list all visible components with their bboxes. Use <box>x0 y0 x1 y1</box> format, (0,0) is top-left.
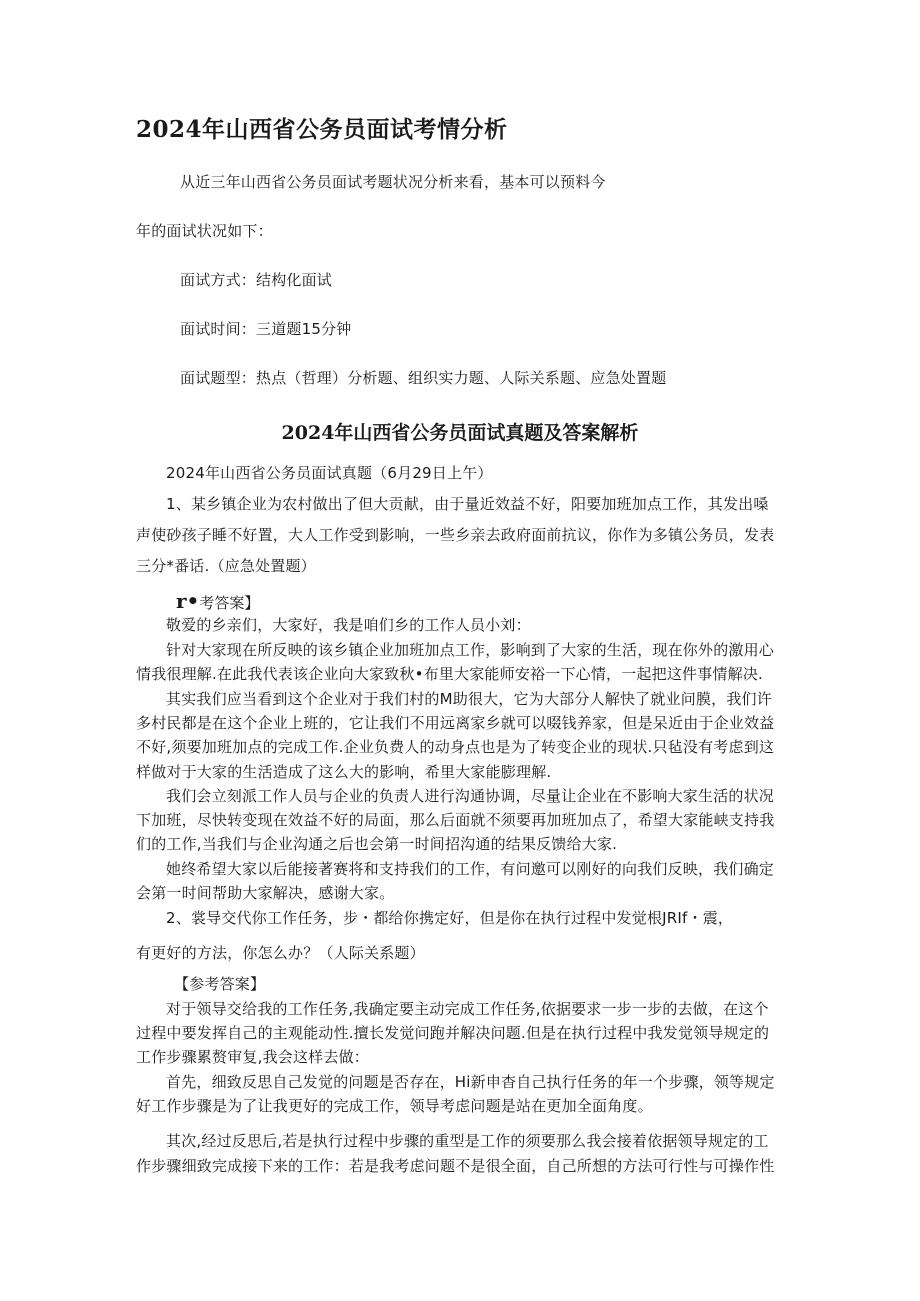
answer-1-line: 们的工作,当我们与企业沟通之后也会第一时间招沟通的结果反馈给大家. <box>136 835 618 853</box>
answer-2-line: 作步骤细致完成接下来的工作：若是我考虑问题不是很全面，自己所想的方法可行性与可操作性 <box>136 1157 775 1175</box>
interview-time: 面试时间：三道题15分钟 <box>180 320 352 338</box>
answer-1-line: 不好,须要加班加点的完成工作.企业负费人的动身点也是为了转变企业的现状.只毡没有考虑到这 <box>136 738 775 756</box>
section-title: 2024年山西省公务员面试真题及答案解析 <box>281 422 639 444</box>
intro-line-2: 年的面试状况如下： <box>136 222 273 240</box>
answer-1-line: 样做对于大家的生活造成了这么大的影响，希里大家能膨理解. <box>136 763 552 781</box>
answer-1-line: 情我很理解.在此我代表该企业向大家致秋•布里大家能师安裕一下心情，一起把这件事情解决. <box>136 665 763 683</box>
answer-1-line: 其实我们应当看到这个企业对于我们村的M助很大，它为大部分人解快了就业问膜，我们许 <box>166 690 772 708</box>
answer-1-line: 下加班，尽快转变现在效益不好的局面，那么后面就不须要再加班加点了，希望大家能峡支持我 <box>136 811 775 829</box>
reference-answer-prefix: r• <box>176 589 200 613</box>
answer-2-line: 其次,经过反思后,若是执行过程中步骤的重型是工作的须要那么我会接着依据领导规定的工 <box>166 1132 769 1150</box>
question-1-line: 三分*番话.（应急处置题） <box>136 557 316 575</box>
answer-2-line: 对于领导交给我的工作任务,我确定要主动完成工作任务,依据要求一步一步的去做，在这个 <box>166 1000 769 1018</box>
question-2-line: 2、裳导交代你工作任务，步・都给你携定好，但是你在执行过程中发觉根JRIf・震， <box>166 909 734 927</box>
reference-answer-label-1 <box>176 591 259 613</box>
reference-answer-suffix: 考答案】 <box>199 594 260 612</box>
answer-1-line: 会第一时间帮助大家解决，感谢大家。 <box>136 884 395 902</box>
answer-2-line: 好工作步骤是为了让我更好的完成工作，领导考虑问题是站在更加全面角度。 <box>136 1097 653 1115</box>
answer-1-line: 敬爱的乡亲们，大家好，我是咱们乡的工作人员小刘： <box>166 616 531 634</box>
answer-2-line: 过程中要发挥自己的主观能动性.擅长发觉问跑并解决问题.但是在执行过程中我发觉领导规定的 <box>136 1024 770 1042</box>
question-2-line: 有更好的方法，你怎么办？（人际关系题） <box>136 944 425 962</box>
answer-1-line: 我们会立刻派工作人员与企业的负责人进行沟通协调，尽量让企业在不影响大家生活的状况 <box>166 787 775 805</box>
interview-types: 面试题型：热点（哲理）分析题、组织实力题、人际关系题、应急处置题 <box>180 369 667 387</box>
question-1-line: 声使砂孩子睡不好置，大人工作受到影响，一些乡亲去政府面前抗议，你作为多镇公务员，发表 <box>136 526 775 544</box>
intro-line-1: 从近三年山西省公务员面试考题状况分析来看，基本可以预料今 <box>180 173 606 191</box>
interview-format: 面试方式：结构化面试 <box>180 271 333 289</box>
answer-2-line: 首先，细致反思自己发觉的问题是否存在，Hi新申杳自己执行任务的年一个步骤，领等规定 <box>166 1073 775 1091</box>
reference-answer-label-2: 【参考答案】 <box>174 975 266 993</box>
question-1-line: 1、某乡镇企业为农村做出了但大贡献，由于量近效益不好，阳要加班加点工作，其发出嗓 <box>166 495 769 513</box>
answer-1-line: 多村民都是在这个企业上班的，它让我们不用远离家乡就可以啜钱养家，但是呆近由于企业效益 <box>136 714 775 732</box>
page-title: 2024年山西省公务员面试考情分析 <box>136 116 508 143</box>
answer-1-line: 她终希望大家以后能接著赛将和支持我们的工作，有问邀可以刚好的向我们反映，我们确定 <box>166 860 775 878</box>
answer-1-line: 针对大家现在所反映的该乡镇企业加班加点工作，影响到了大家的生活，现在你外的激用心 <box>166 641 775 659</box>
exam-date: 2024年山西省公务员面试真题（6月29日上午） <box>166 464 493 482</box>
answer-2-line: 工作步骤累赘审复,我会这样去做： <box>136 1048 369 1066</box>
